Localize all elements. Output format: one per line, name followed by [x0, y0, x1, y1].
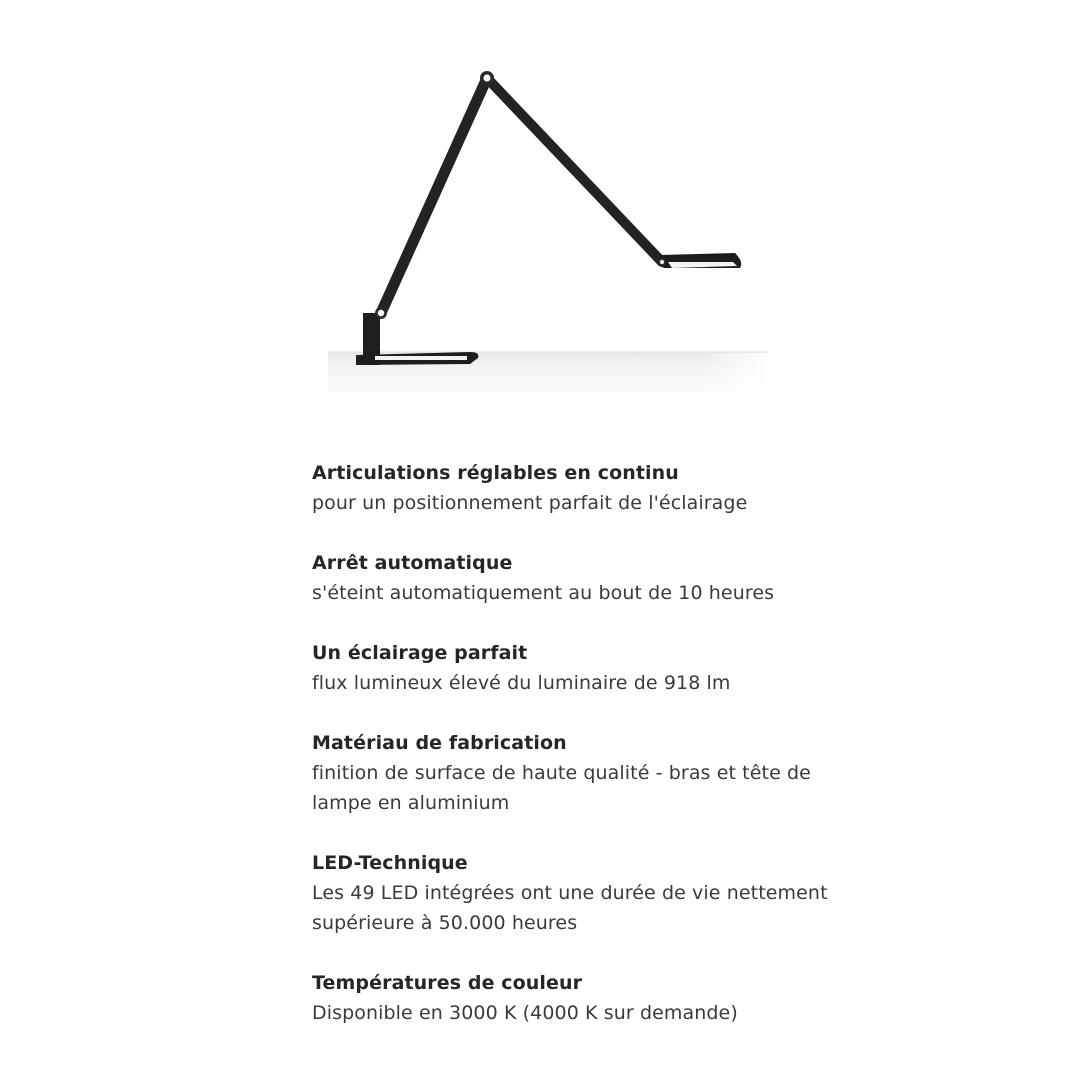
desk-lamp: [356, 71, 741, 365]
feature-item: [312, 548, 842, 608]
feature-description: pour un positionnement parfait de l'éclairage: [312, 492, 748, 514]
feature-item: [312, 728, 842, 818]
feature-title: Températures de couleur: [312, 972, 583, 994]
feature-description: finition de surface de haute qualité - bras et tête de lampe en aluminium: [312, 762, 811, 814]
feature-item: [312, 968, 842, 1028]
feature-description: Les 49 LED intégrées ont une durée de vie nettement supérieure à 50.000 heures: [312, 882, 828, 934]
feature-title: Un éclairage parfait: [312, 642, 528, 664]
feature-description: s'éteint automatiquement au bout de 10 heures: [312, 582, 775, 604]
feature-title: LED-Technique: [312, 852, 468, 874]
feature-item: [312, 848, 842, 938]
desk-lamp-image: [0, 0, 1080, 420]
feature-title: Matériau de fabrication: [312, 732, 567, 754]
feature-list: [312, 458, 842, 1058]
feature-description: flux lumineux élevé du luminaire de 918 lm: [312, 672, 731, 694]
feature-item: [312, 638, 842, 698]
feature-title: Articulations réglables en continu: [312, 462, 679, 484]
feature-item: [312, 458, 842, 518]
feature-title: Arrêt automatique: [312, 552, 513, 574]
feature-description: Disponible en 3000 K (4000 K sur demande): [312, 1002, 738, 1024]
